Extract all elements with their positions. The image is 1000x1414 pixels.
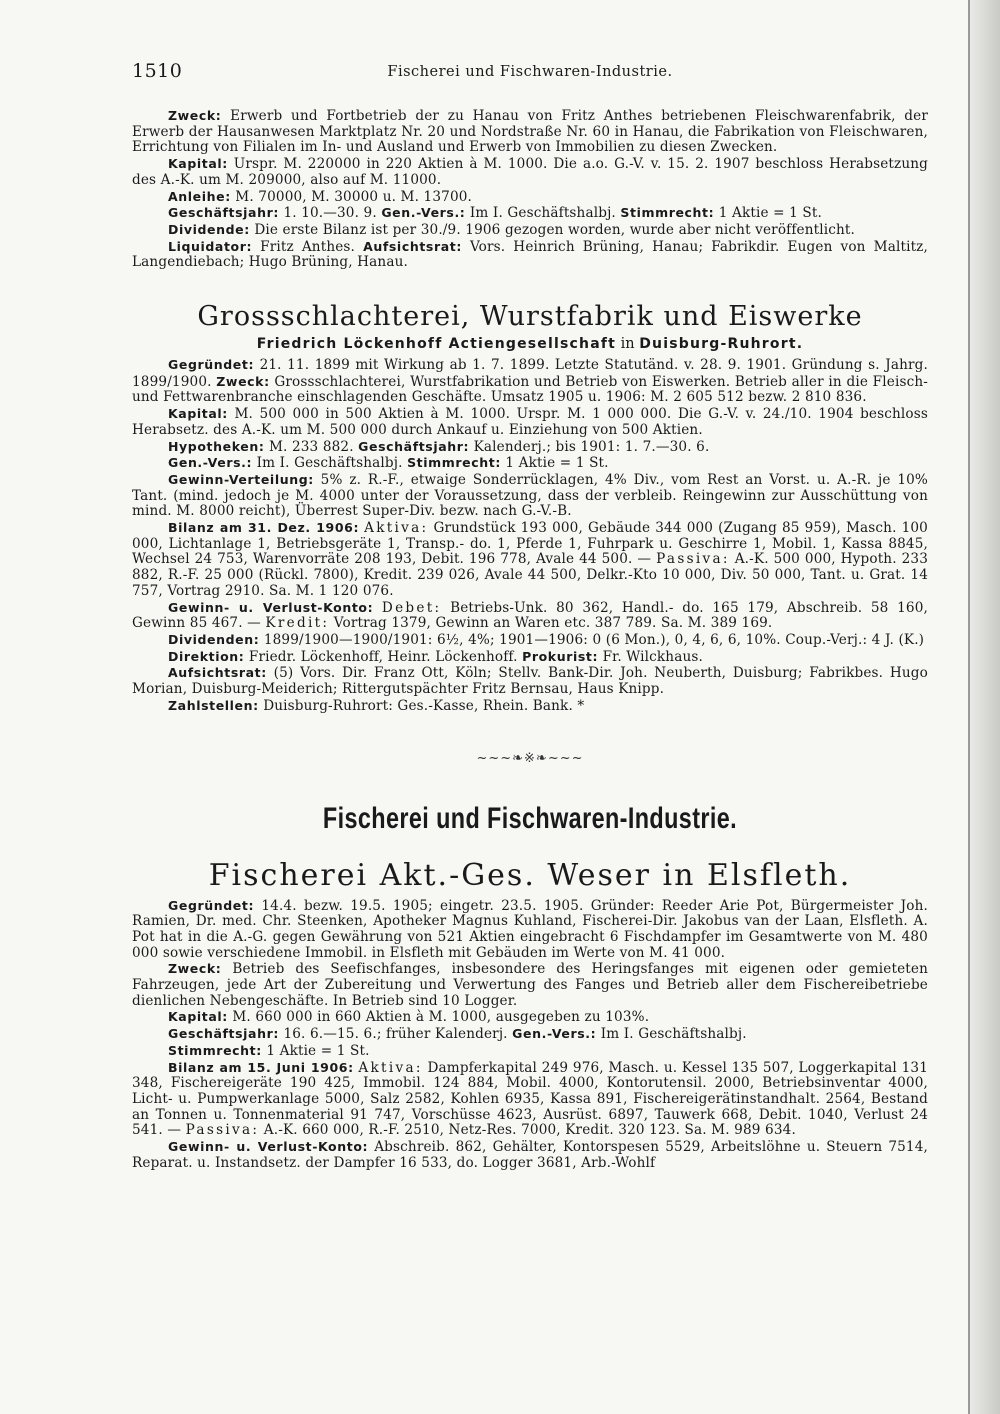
label-passiva: Passiva: bbox=[185, 1122, 260, 1139]
text-liquidator: Fritz Anthes. bbox=[260, 238, 356, 255]
text-aktiva: Dampferkapital 249 976, Masch. u. Kessel 135 507, Loggerkapital 131 348, Fischereigeräte 190 425, Immobil. 124 884, Mobil. 4000, Kontorutensil. 2000, Betriebsinventar 4000, Licht- u. Pumpwerkanlage 5000, Salz 2582, Kohlen 6935, Kassa 891, Fischereigerätinstandhalt. 2564, Bestand an Tonnen u. Tonnenmaterial 91 747, Vorschüsse 4623, Ausrüst. 6897, Tauwerk 668, Debit. 1040, Verlust 24 541. — bbox=[132, 1059, 928, 1139]
para-anleihe bbox=[132, 189, 928, 206]
label-geschaeftsjahr: Geschäftsjahr: bbox=[358, 438, 470, 454]
running-head bbox=[132, 56, 928, 84]
para-zweck bbox=[132, 108, 928, 156]
text-dividenden: 1899/1900—1900/1901: 6½, 4%; 1901—1906: 0 (6 Mon.), 0, 4, 6, 6, 10%. Coup.-Verj.: 4 J. (K.) bbox=[263, 631, 925, 648]
para-dividenden bbox=[132, 632, 928, 649]
text-prokurist: Fr. Wilckhaus. bbox=[602, 648, 703, 665]
text-anleihe: M. 70000, M. 30000 u. M. 13700. bbox=[235, 188, 473, 205]
text-gen-vers: Im I. Geschäftshalbj. bbox=[256, 455, 403, 472]
para-kapital bbox=[132, 1009, 928, 1026]
label-gegruendet: Gegründet: bbox=[168, 357, 255, 373]
para-gegruendet bbox=[132, 898, 928, 962]
label-anleihe: Anleihe: bbox=[168, 188, 231, 204]
para-kapital bbox=[132, 406, 928, 438]
label-debet: Debet: bbox=[381, 599, 442, 616]
para-bilanz bbox=[132, 520, 928, 600]
subtitle-place: Duisburg-Ruhrort. bbox=[639, 336, 804, 353]
label-prokurist: Prokurist: bbox=[522, 648, 599, 664]
label-aufsichtsrat: Aufsichtsrat: bbox=[363, 238, 462, 254]
label-gen-vers: Gen.-Vers.: bbox=[381, 205, 466, 221]
text-zweck: Grossschlachterei, Wurstfabrikation und Betrieb von Eiswerken. Betrieb aller in die Fleisch- und Fettwarenbranche einschlagenden Geschäfte. Umsatz 1905 u. 1906: M. 2 605 512 bezw. 2 810 836. bbox=[132, 373, 928, 406]
page-number: 1510 bbox=[132, 60, 183, 82]
text-geschaeftsjahr: Kalenderj.; bis 1901: 1. 7.—30. 6. bbox=[473, 438, 710, 455]
text-zweck: Erwerb und Fortbetrieb der zu Hanau von Fritz Anthes betriebenen Fleischwarenfabrik, der Erwerb der Hausanwesen Marktplatz Nr. 20 und Nordstraße Nr. 60 in Hanau, die Fabrikation von Fleischwaren, Errichtung von Filialen im In- und Ausland und Erwerb von Immobilien zu diesen Zwecken. bbox=[132, 108, 928, 156]
text-gen-vers: Im I. Geschäftshalbj. bbox=[469, 205, 616, 222]
label-dividenden: Dividenden: bbox=[168, 631, 260, 647]
text-gewinn-verteilung: 5% z. R.-F., etwaige Sonderrücklagen, 4% Div., vom Rest an Vorst. u. A.-R. je 10% Tant. (mind. jedoch je M. 4000 unter der Voraussetzung, dass der verbleib. Reingewinn zur Ausschüttung von mind. M. 8000 reicht), Überrest Super-Div. bezw. nach G.-V.-B. bbox=[132, 471, 928, 520]
scan-edge-line bbox=[968, 0, 970, 1414]
text-zahlstellen: Duisburg-Ruhrort: Ges.-Kasse, Rhein. Bank. * bbox=[263, 697, 585, 714]
label-dividende: Dividende: bbox=[168, 221, 250, 237]
para-bilanz bbox=[132, 1060, 928, 1140]
text-zweck: Betrieb des Seefischfanges, insbesondere des Heringsfanges mit eigenen oder gemieteten Fahrzeugen, jede Art der Zubereitung und Verwertung des Fanges und Betrieb aller dem Fischereibetriebe dienlichen Nebengeschäfte. In Betrieb sind 10 Logger. bbox=[132, 961, 928, 1009]
para-zweck bbox=[132, 961, 928, 1009]
scan-edge bbox=[968, 0, 1000, 1414]
page bbox=[132, 56, 928, 1171]
para-dividende bbox=[132, 222, 928, 239]
text-stimmrecht: 1 Aktie = 1 St. bbox=[266, 1042, 370, 1059]
text-hypotheken: M. 233 882. bbox=[268, 438, 354, 455]
label-aufsichtsrat: Aufsichtsrat: bbox=[168, 665, 267, 681]
running-title: Fischerei und Fischwaren-Industrie. bbox=[387, 64, 673, 80]
text-kapital: M. 660 000 in 660 Aktien à M. 1000, ausgegeben zu 103%. bbox=[232, 1009, 650, 1026]
label-kapital: Kapital: bbox=[168, 156, 228, 172]
text-dividende: Die erste Bilanz ist per 30./9. 1906 gezogen worden, wurde aber nicht veröffentlicht. bbox=[254, 221, 855, 238]
para-gewinn-verteilung bbox=[132, 472, 928, 520]
text-debet: Betriebs-Unk. 80 362, Handl.- do. 165 179, Abschreib. 58 160, Gewinn 85 467. — bbox=[132, 599, 928, 632]
label-zweck: Zweck: bbox=[168, 961, 222, 977]
text-stimmrecht: 1 Aktie = 1 St. bbox=[718, 205, 822, 222]
label-aktiva: Aktiva: bbox=[364, 520, 429, 537]
label-stimmrecht: Stimmrecht: bbox=[407, 455, 501, 471]
label-kredit: Kredit: bbox=[265, 615, 330, 632]
para-direktion bbox=[132, 649, 928, 666]
label-kapital: Kapital: bbox=[168, 1009, 228, 1025]
para-geschaeftsjahr bbox=[132, 205, 928, 222]
label-gewinn-verlust: Gewinn- u. Verlust-Konto: bbox=[168, 599, 374, 615]
para-zahlstellen bbox=[132, 698, 928, 715]
para-kapital bbox=[132, 156, 928, 188]
text-aufsichtsrat: (5) Vors. Dir. Franz Ott, Köln; Stellv. Bank-Dir. Joh. Neuberth, Duisburg; Fabrikbes. Hugo Morian, Duisburg-Meiderich; Rittergutspächter Fritz Bernsau, Haus Knipp. bbox=[132, 665, 928, 698]
para-gegruendet bbox=[132, 357, 928, 406]
label-geschaeftsjahr: Geschäftsjahr: bbox=[168, 1026, 279, 1042]
para-stimmrecht bbox=[132, 1043, 928, 1060]
entry-anthes bbox=[132, 108, 928, 271]
label-zahlstellen: Zahlstellen: bbox=[168, 697, 259, 713]
text-kredit: Vortrag 1379, Gewinn an Waren etc. 387 789. Sa. M. 389 169. bbox=[333, 615, 773, 632]
text-stimmrecht: 1 Aktie = 1 St. bbox=[505, 455, 609, 472]
ornament-divider: ~~~❧※❧~~~ bbox=[476, 750, 584, 766]
label-gewinn-verteilung: Gewinn-Verteilung: bbox=[168, 471, 314, 487]
text-passiva: A.-K. 660 000, R.-F. 2510, Netz-Res. 7000, Kredit. 320 123. Sa. M. 989 634. bbox=[263, 1122, 796, 1139]
label-liquidator: Liquidator: bbox=[168, 238, 253, 254]
label-bilanz: Bilanz am 31. Dez. 1906: bbox=[168, 520, 360, 536]
label-kapital: Kapital: bbox=[168, 406, 228, 422]
label-zweck: Zweck: bbox=[216, 373, 270, 389]
para-gen-vers bbox=[132, 455, 928, 472]
label-gen-vers: Gen.-Vers.: bbox=[512, 1026, 597, 1042]
para-aufsichtsrat bbox=[132, 665, 928, 697]
label-geschaeftsjahr: Geschäftsjahr: bbox=[168, 205, 279, 221]
text-passiva: A.-K. 500 000, Hypoth. 233 882, R.-F. 25 000 (Rückl. 7800), Kredit. 239 026, Avale 44 500, Delkr.-Kto 10 000, Div. 50 000, Tant. u. Grat. 14 757, Vortrag 2910. Sa. M. 1 120 076. bbox=[132, 551, 928, 599]
para-gewinn-verlust bbox=[132, 1139, 928, 1171]
text-aufsichtsrat: Vors. Heinrich Brüning, Hanau; Fabrikdir. Eugen von Maltitz, Langendiebach; Hugo Brüning, Hanau. bbox=[132, 238, 928, 271]
label-direktion: Direktion: bbox=[168, 648, 245, 664]
label-passiva: Passiva: bbox=[656, 551, 730, 568]
section-heading: Fischerei und Fischwaren-Industrie. bbox=[322, 801, 738, 835]
label-gegruendet: Gegründet: bbox=[168, 897, 255, 913]
para-liquidator bbox=[132, 239, 928, 271]
text-geschaeftsjahr: 16. 6.—15. 6.; früher Kalenderj. bbox=[283, 1026, 508, 1043]
entry-loeckenhoff bbox=[132, 357, 928, 714]
label-stimmrecht: Stimmrecht: bbox=[620, 205, 715, 221]
label-gewinn-verlust: Gewinn- u. Verlust-Konto: bbox=[168, 1139, 369, 1155]
subtitle-in: in bbox=[620, 336, 635, 353]
text-gewinn-verlust: Abschreib. 862, Gehälter, Kontorspesen 5529, Arbeitslöhne u. Steuern 7514, Reparat. u. Instandsetz. der Dampfer 16 533, do. Logger 3681, Arb.-Wohlf bbox=[132, 1139, 928, 1171]
company-subtitle bbox=[132, 335, 928, 353]
text-aktiva: Grundstück 193 000, Gebäude 344 000 (Zugang 85 959), Masch. 100 000, Lichtanlage 1, Betriebsgeräte 1, Transp.- do. 1, Pferde 1, Fuhrpark u. Geschirre 1, Mobil. 1, Kassa 8845, Wechsel 24 753, Warenvorräte 208 193, Debit. 196 778, Avale 44 500. — bbox=[132, 520, 928, 568]
label-gen-vers: Gen.-Vers.: bbox=[168, 455, 253, 471]
text-geschaeftsjahr: 1. 10.—30. 9. bbox=[283, 205, 377, 222]
text-kapital: M. 500 000 in 500 Aktien à M. 1000. Urspr. M. 1 000 000. Die G.-V. v. 24./10. 1904 beschloss Herabsetz. des A.-K. um M. 500 000 durch Ankauf u. Einziehung von 500 Aktien. bbox=[132, 406, 928, 438]
label-bilanz: Bilanz am 15. Juni 1906: bbox=[168, 1059, 354, 1075]
company-title-loeckenhoff: Grossschlachterei, Wurstfabrik und Eiswerke bbox=[197, 301, 863, 333]
label-hypotheken: Hypotheken: bbox=[168, 438, 265, 454]
label-aktiva: Aktiva: bbox=[358, 1059, 423, 1076]
para-geschaeftsjahr bbox=[132, 1026, 928, 1043]
subtitle-company-name: Friedrich Löckenhoff Actiengesellschaft bbox=[256, 336, 617, 353]
text-gegruendet: 14.4. bezw. 19.5. 1905; eingetr. 23.5. 1905. Gründer: Reeder Arie Pot, Bürgermeister Joh. Ramien, Dr. med. Chr. Steenken, Apotheker Magnus Kuhland, Fischerei-Dir. Jakobus van der Laan, Elsfleth. A. Pot hat in die A.-G. gegen Gewährung von 521 Aktien eingebracht 6 Fischdampfer im Gesamtwerte von M. 480 000 sowie verschiedene Immobil. in Elsfleth mit Gebäuden im Werte von M. 41 000. bbox=[132, 897, 928, 961]
company-title-weser: Fischerei Akt.-Ges. Weser in Elsfleth. bbox=[208, 857, 852, 893]
text-kapital: Urspr. M. 220000 in 220 Aktien à M. 1000. Die a.o. G.-V. v. 15. 2. 1907 beschloss Herabsetzung des A.-K. um M. 209000, also auf M. 11000. bbox=[132, 156, 928, 188]
para-hypotheken bbox=[132, 439, 928, 456]
text-gegruendet: 21. 11. 1899 mit Wirkung ab 1. 7. 1899. Letzte Statutänd. v. 28. 9. 1901. Gründung s. Jahrg. 1899/1900. bbox=[132, 357, 928, 390]
label-zweck: Zweck: bbox=[168, 108, 222, 123]
text-gen-vers: Im I. Geschäftshalbj. bbox=[600, 1026, 747, 1043]
para-gewinn-verlust bbox=[132, 600, 928, 632]
label-stimmrecht: Stimmrecht: bbox=[168, 1042, 262, 1058]
text-direktion: Friedr. Löckenhoff, Heinr. Löckenhoff. bbox=[248, 648, 518, 665]
entry-weser bbox=[132, 898, 928, 1172]
